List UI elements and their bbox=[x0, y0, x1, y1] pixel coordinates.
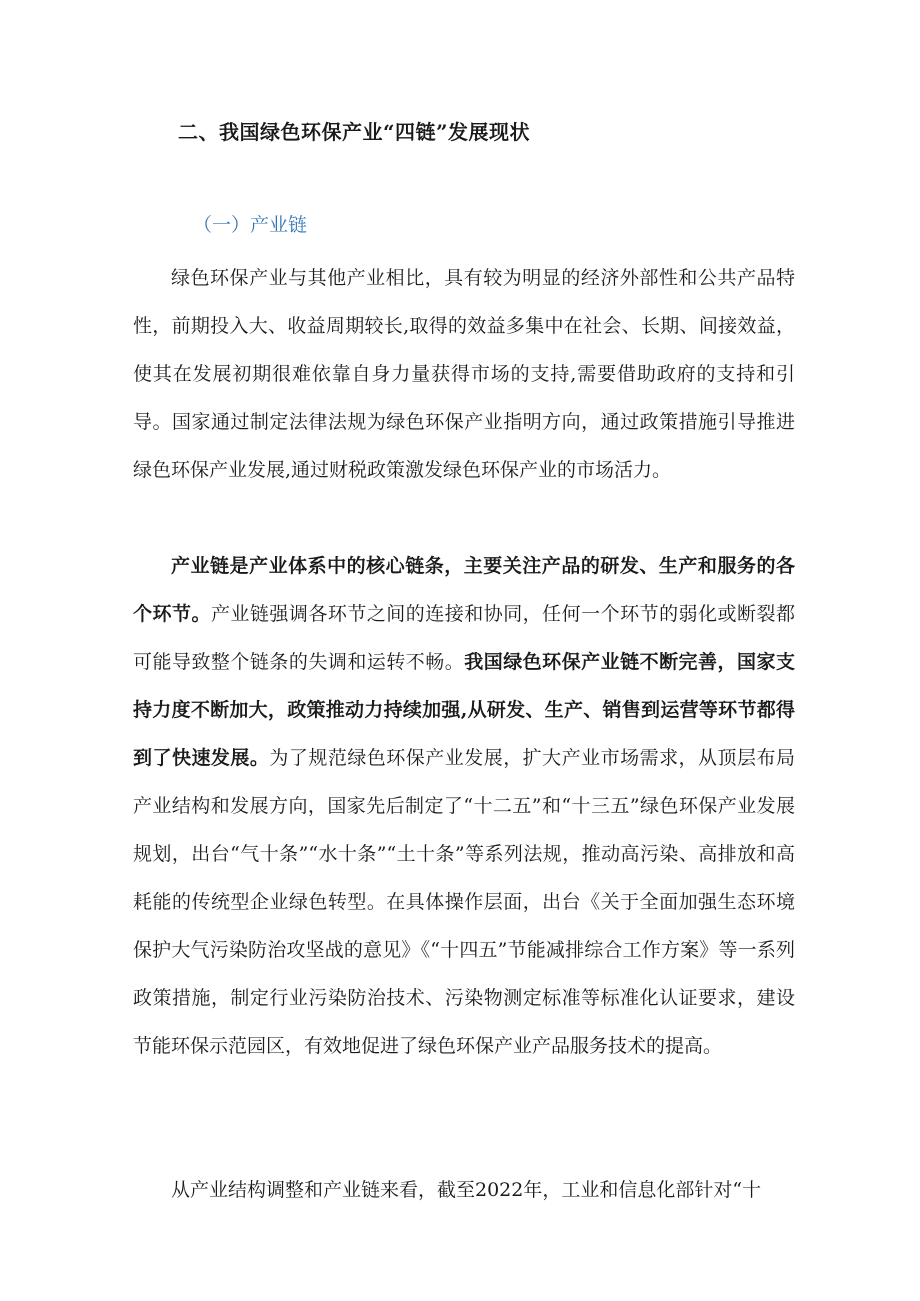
paragraph-2-bold-2: 我国绿色环保产业链不断完善，国家支持力度不断加大，政策推动力持续加强,从研发、生产、销售到运营等环节都得到了快速发展。 bbox=[133, 651, 795, 769]
paragraph-1: 绿色环保产业与其他产业相比，具有较为明显的经济外部性和公共产品特性，前期投入大、收益周期较长,取得的效益多集中在社会、长期、间接效益，使其在发展初期很难依靠自身力量获得市场的支持,需要借助政府的支持和引导。国家通过制定法律法规为绿色环保产业指明方向，通过政策措施引导推进绿色环保产业发展,通过财税政策激发绿色环保产业的市场活力。 bbox=[133, 267, 795, 481]
paragraph-2-text-2: 为了规范绿色环保产业发展，扩大产业市场需求，从顶层布局产业结构和发展方向，国家先后制定了“十二五”和“十三五”绿色环保产业发展规划，出台“气十条”“水十条”“土十条”等系列法规，推动高污染、高排放和高耗能的传统型企业绿色转型。在具体操作层面，出台《关于全面加强生态环境保护大气污染防治攻坚战的意见》《“十四五”节能减排综合工作方案》等一系列政策措施，制定行业污染防治技术、污染物测定标准等标准化认证要求，建设节能环保示范园区，有效地促进了绿色环保产业产品服务技术的提高。 bbox=[133, 747, 795, 1057]
paragraph-3: 从产业结构调整和产业链来看，截至2022年，工业和信息化部针对“十 bbox=[171, 1179, 762, 1201]
paragraph-2-bold-1: 产业链是产业体系中的核心链条，主要关注产品的研发、生产和服务的各个环节。 bbox=[133, 555, 795, 625]
section-heading: 二、我国绿色环保产业“四链”发展现状 bbox=[178, 120, 531, 144]
paragraph-2 bbox=[133, 542, 795, 1070]
subsection-heading: （一）产业链 bbox=[193, 214, 308, 236]
paragraph-2-text-1: 产业链强调各环节之间的连接和协同，任何一个环节的弱化或断裂都可能导致整个链条的失调和运转不畅。 bbox=[133, 603, 795, 673]
